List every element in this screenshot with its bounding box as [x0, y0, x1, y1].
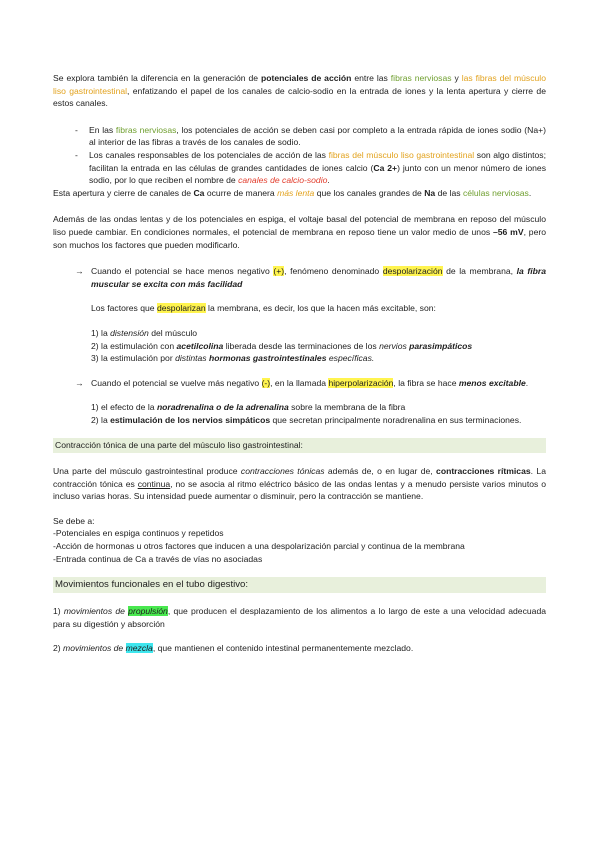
- text: Esta apertura y cierre de canales de: [53, 187, 194, 198]
- intro-paragraph: [53, 72, 546, 110]
- text: del músculo: [148, 327, 198, 338]
- text-italic: contracciones tónicas: [240, 466, 325, 477]
- text-bold-italic: parasimpáticos: [409, 340, 473, 351]
- list-item: [53, 352, 546, 365]
- bullet-dash: -: [75, 124, 78, 135]
- term-nerve-fibers: fibras nerviosas: [115, 124, 177, 135]
- text: 2) la estimulación con: [91, 340, 177, 351]
- voltage-paragraph: [53, 213, 546, 251]
- closing-paragraph: [53, 187, 546, 200]
- tonic-paragraph: [53, 465, 546, 503]
- text: .: [327, 175, 330, 186]
- text: que secretan principalmente noradrenalina en sus terminaciones.: [270, 414, 522, 425]
- text-bold-italic: hormonas gastrointestinales: [209, 353, 327, 364]
- list-item: [53, 124, 546, 149]
- text: 2) la: [91, 414, 111, 425]
- term-slower: más lenta: [277, 187, 315, 198]
- text-underlined: continua: [137, 478, 171, 489]
- text: . La contracción tónica es: [53, 466, 546, 489]
- list-item: [53, 605, 546, 630]
- text: son algo distintos; facilitan la entrada en las células de grandes cantidades de iones calcio (: [89, 149, 546, 173]
- text: sobre la membrana de la fibra: [288, 402, 406, 413]
- text: Una parte del músculo gastrointestinal produce: [53, 466, 241, 477]
- list-item: [53, 401, 546, 414]
- list-item: [53, 149, 546, 187]
- text: .: [525, 377, 529, 388]
- document-page: [53, 72, 546, 655]
- text-bold-italic: acetilcolina: [176, 340, 224, 351]
- text: y: [451, 73, 462, 83]
- text-bold-italic: la fibra muscular se excita con más facilidad: [91, 266, 547, 289]
- text: Los factores que: [91, 303, 157, 314]
- text-bold-italic: menos excitable: [458, 377, 526, 388]
- text: de las: [435, 187, 463, 198]
- text: la membrana, es decir, los que la hacen más excitable, son:: [205, 303, 436, 314]
- bullet-dash: -: [75, 149, 78, 160]
- text: Además de las ondas lentas y de los potenciales en espiga, el voltaje basal del potencial de membrana en reposo del músculo liso puede cambiar. En condiciones normales, el potencial de membrana en reposo tiene un valor medio de unos: [53, 214, 546, 237]
- term-smooth-muscle: fibras del músculo liso gastrointestinal: [328, 149, 475, 160]
- text: 1) el efecto de la: [91, 402, 157, 413]
- text-italic: distintas: [175, 353, 209, 364]
- term-channel-name: canales de calcio-sodio: [238, 175, 328, 186]
- list-item: [53, 327, 546, 340]
- text: Los canales responsables de los potenciales de acción de las: [89, 149, 329, 160]
- arrow-item: [53, 377, 546, 390]
- text: Se explora también la diferencia en la generación de: [53, 73, 261, 83]
- text: , los potenciales de acción se deben casi por completo a la entrada rápida de iones sodio (Na+) al interior de las fibras a través de los canales de sodio.: [89, 124, 546, 148]
- highlight-depolarize: despolarizan: [156, 303, 206, 314]
- text-bold: Ca 2+: [373, 162, 398, 173]
- text: 1) la: [91, 327, 111, 338]
- text-bold: –56 mV: [493, 226, 524, 237]
- text-bold: contracciones rítmicas: [436, 466, 531, 477]
- list-item: [53, 340, 546, 353]
- text: Cuando el potencial se hace menos negativo: [91, 266, 274, 277]
- term-smooth-muscle: las fibras del músculo liso gastrointestinal: [53, 73, 546, 96]
- text: , no se asocia al ritmo eléctrico básico de las ondas lentas y a menudo persiste varios minutos o incluso varias horas. Su intensidad puede aumentar o disminuir, pero la contracción se mantiene.: [53, 478, 546, 502]
- arrow-item: [53, 265, 546, 290]
- list-item: -Acción de hormonas u otros factores que inducen a una despolarización parcial y continua de la membrana: [53, 541, 465, 552]
- text: además de, o en lugar de,: [324, 466, 437, 477]
- text-italic: movimientos de: [63, 643, 126, 654]
- factors-intro: [53, 302, 546, 315]
- text: ) junto con un menor número de iones sodio, por lo que reciben el nombre de: [89, 162, 546, 186]
- highlight-negative: (-): [261, 377, 271, 388]
- text: , enfatizando el papel de los canales de calcio-sodio en la entrada de iones y la lenta apertura y cierre de estos canales.: [53, 85, 546, 109]
- arrow-icon: →: [75, 266, 84, 277]
- highlight-propulsion: propulsión: [128, 606, 168, 617]
- section-heading: Movimientos funcionales en el tubo digestivo:: [53, 577, 546, 593]
- text-italic: nervios: [379, 340, 410, 351]
- text: entre las: [351, 73, 391, 83]
- causes-title: Se debe a:: [53, 515, 95, 526]
- highlight-positive: (+): [273, 266, 285, 277]
- text: ocurre de manera: [204, 187, 278, 198]
- text: , fenómeno denominado: [284, 266, 383, 277]
- text: , la fibra se hace: [393, 377, 459, 388]
- text-bold: Ca: [193, 187, 205, 198]
- text: , en la llamada: [270, 377, 329, 388]
- text: 1): [53, 606, 64, 617]
- highlight-depolarization: despolarización: [382, 266, 443, 277]
- text-italic: distensión: [110, 327, 149, 338]
- text-bold: Na: [424, 187, 436, 198]
- arrow-icon: →: [75, 377, 84, 388]
- text-bold: estimulación de los nervios simpáticos: [110, 414, 271, 425]
- text: 3) la estimulación por: [91, 353, 176, 364]
- text: , que producen el desplazamiento de los alimentos a lo largo de este a una velocidad adecuada para su digestión y absorción: [53, 606, 547, 629]
- text-bold: potenciales de acción: [260, 73, 352, 83]
- list-item: -Potenciales en espiga continuos y repetidos: [53, 528, 224, 539]
- text-italic: específicas.: [326, 353, 375, 364]
- text: liberada desde las terminaciones de los: [223, 340, 380, 351]
- text: Cuando el potencial se vuelve más negativo: [91, 377, 262, 388]
- list-item: -Entrada continua de Ca a través de vías no asociadas: [53, 553, 263, 564]
- text: de la membrana,: [442, 266, 517, 277]
- text: que los canales grandes de: [314, 187, 425, 198]
- list-item: [53, 414, 546, 427]
- section-heading: Contracción tónica de una parte del músculo liso gastrointestinal:: [53, 438, 546, 453]
- highlight-hyperpolarization: hiperpolarización: [328, 377, 394, 388]
- text: En las: [89, 124, 116, 135]
- term-nerve-fibers: fibras nerviosas: [390, 73, 452, 83]
- text: , que mantienen el contenido intestinal permanentemente mezclado.: [152, 643, 414, 654]
- text-bold-italic: noradrenalina o de la adrenalina: [156, 402, 289, 413]
- text: , pero son muchos los factores que pueden modificarlo.: [53, 226, 546, 250]
- text: 2): [53, 643, 64, 654]
- term-nerve-cells: células nerviosas: [462, 187, 529, 198]
- highlight-mixing: mezcla: [125, 643, 153, 654]
- list-item: [53, 642, 546, 655]
- text: .: [528, 187, 532, 198]
- text-italic: movimientos de: [63, 606, 129, 617]
